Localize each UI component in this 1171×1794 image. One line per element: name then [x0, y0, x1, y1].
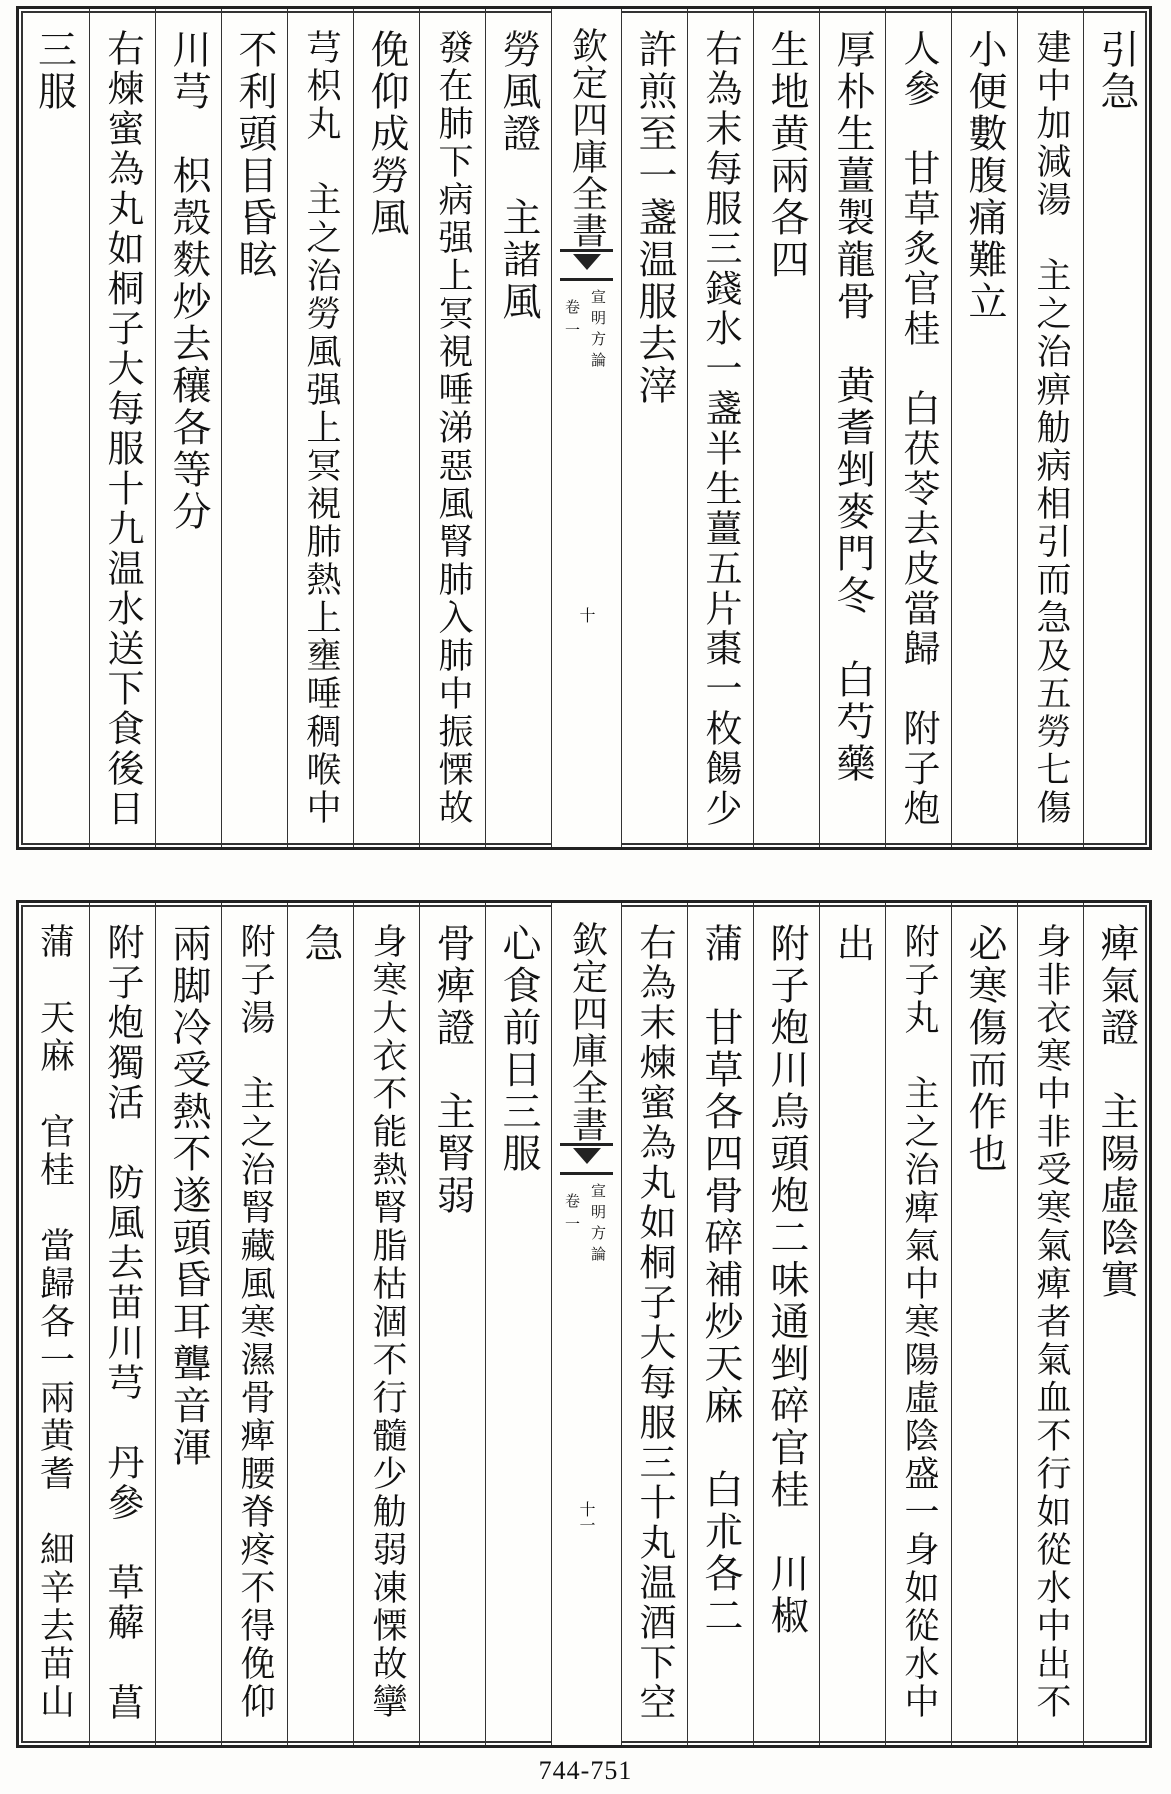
book-name: 宣明方論	[589, 289, 607, 373]
column-text: 痺氣證 主陽虛陰實	[1094, 923, 1139, 1301]
column-text: 三服	[31, 29, 77, 113]
top-page	[16, 6, 1152, 850]
text-column	[1017, 9, 1083, 847]
center-column	[551, 9, 621, 847]
text-column	[1083, 9, 1149, 847]
column-text: 勞風證 主諸風	[496, 29, 541, 323]
text-column	[1017, 903, 1083, 1745]
bottom-page	[16, 900, 1152, 1748]
text-column	[951, 9, 1017, 847]
column-text: 許煎至一盞温服去滓	[632, 29, 677, 407]
text-column	[353, 903, 419, 1745]
text-column	[155, 903, 221, 1745]
column-text: 蒲 甘草各四骨碎補炒天麻 白朮各二	[698, 923, 743, 1637]
folio-number: 十	[577, 607, 596, 623]
text-column	[419, 9, 485, 847]
text-column	[621, 903, 687, 1745]
page-number: 744-751	[538, 1756, 633, 1785]
text-column	[19, 903, 89, 1745]
column-text: 建中加減湯 主之治痹觔病相引而急及五勞七傷	[1031, 29, 1071, 827]
text-column	[89, 9, 155, 847]
column-text: 附子丸 主之治痺氣中寒陽虛陰盛一身如從水中	[899, 923, 939, 1721]
column-text: 附子炮川烏頭炮二味通剉碎官桂 川椒	[764, 923, 809, 1637]
column-text: 引急	[1094, 29, 1139, 113]
volume-label: 卷一	[563, 1193, 581, 1239]
column-text: 人參 甘草炙官桂 白茯苓去皮當歸 附子炮	[897, 29, 940, 829]
text-column	[485, 903, 551, 1745]
column-text: 兩脚冷受熱不遂頭昏耳聾音渾	[166, 923, 211, 1469]
column-text: 身非衣寒中非受寒氣痺者氣血不行如從水中出不	[1031, 923, 1071, 1721]
column-text: 不利頭目昏眩	[232, 29, 277, 281]
book-title: 欽定四庫全書	[566, 921, 608, 1143]
column-text: 生地黄兩各四	[764, 29, 809, 281]
column-text: 出	[830, 923, 875, 965]
fish-tail-mark	[560, 1143, 613, 1175]
text-column	[287, 9, 353, 847]
text-column	[819, 9, 885, 847]
book-name: 宣明方論	[589, 1183, 607, 1267]
text-column	[951, 903, 1017, 1745]
column-text: 急	[298, 923, 343, 965]
text-column	[221, 903, 287, 1745]
text-column	[753, 903, 819, 1745]
text-column	[819, 903, 885, 1745]
text-column	[353, 9, 419, 847]
column-text: 厚朴生薑製龍骨 黄耆剉麥門冬 白芍藥	[830, 29, 875, 785]
column-text: 蒲 天麻 官桂 當歸各一兩黄耆 細辛去苗山	[34, 923, 75, 1721]
text-column	[621, 9, 687, 847]
text-column	[687, 903, 753, 1745]
column-text: 川芎 枳殼麩炒去穰各等分	[166, 29, 211, 533]
column-text: 附子炮獨活 防風去苗川芎 丹參 草薢 菖	[101, 923, 144, 1723]
text-column	[419, 903, 485, 1745]
column-text: 必寒傷而作也	[962, 923, 1007, 1175]
column-text: 附子湯 主之治腎藏風寒濕骨痺腰脊疼不得俛仰	[235, 923, 275, 1721]
text-column	[885, 903, 951, 1745]
text-column	[753, 9, 819, 847]
column-text: 俛仰成勞風	[364, 29, 409, 239]
column-text: 芎枳丸 主之治勞風强上冥視肺熱上壅唾稠喉中	[301, 29, 341, 827]
column-text: 右為末煉蜜為丸如桐子大每服三十丸温酒下空	[633, 923, 676, 1723]
column-text: 右為末每服三錢水一盞半生薑五片棗一枚餳少	[699, 29, 742, 829]
text-column	[19, 9, 89, 847]
bottom-columns	[19, 903, 1149, 1745]
book-title: 欽定四庫全書	[566, 27, 608, 249]
text-column	[687, 9, 753, 847]
center-column	[551, 903, 621, 1745]
text-column	[89, 903, 155, 1745]
text-column	[885, 9, 951, 847]
folio-number: 十一	[577, 1501, 596, 1533]
volume-label: 卷一	[563, 299, 581, 345]
column-text: 發在肺下病强上冥視唾涕惡風腎肺入肺中振慄故	[433, 29, 473, 827]
column-text: 骨痺證 主腎弱	[430, 923, 475, 1217]
fish-tail-mark	[560, 249, 613, 281]
text-column	[287, 903, 353, 1745]
column-text: 心食前日三服	[496, 923, 541, 1175]
text-column	[1083, 903, 1149, 1745]
column-text: 小便數腹痛難立	[962, 29, 1007, 323]
text-column	[155, 9, 221, 847]
top-columns	[19, 9, 1149, 847]
text-column	[221, 9, 287, 847]
text-column	[485, 9, 551, 847]
column-text: 右煉蜜為丸如桐子大每服十九温水送下食後日	[101, 29, 144, 829]
column-text: 身寒大衣不能熱腎脂枯涸不行髓少觔弱凍慄故攣	[367, 923, 407, 1721]
